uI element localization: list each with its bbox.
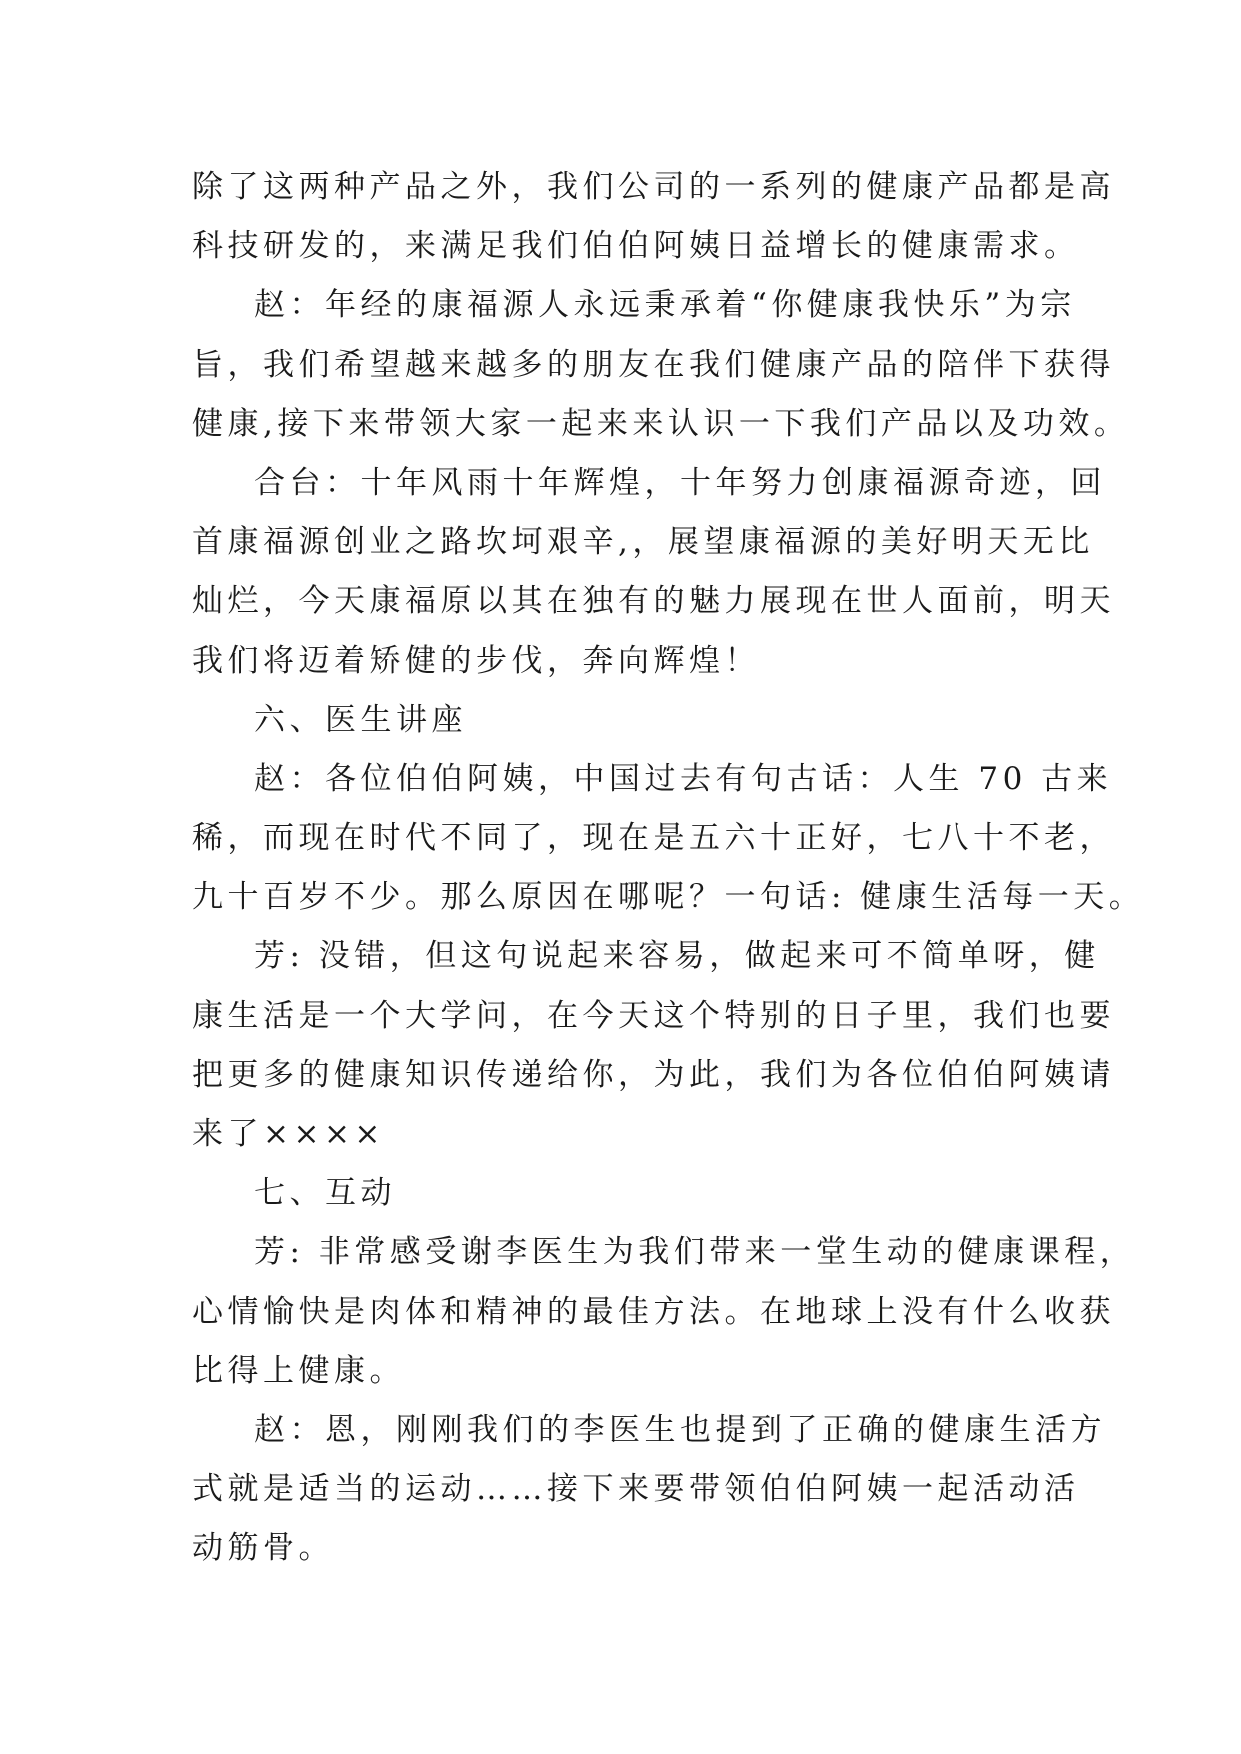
text-line: 合台：十年风雨十年辉煌，十年努力创康福源奇迹，回: [254, 464, 1106, 501]
text-line: 除了这两种产品之外，我们公司的一系列的健康产品都是高: [192, 169, 1115, 205]
text-line: 比得上健康。: [192, 1352, 405, 1389]
text-line: 式就是适当的运动……接下来要带领伯伯阿姨一起活动活: [192, 1471, 1080, 1508]
section-heading: 七、互动: [254, 1175, 396, 1212]
text-line: 动筋骨。: [192, 1530, 334, 1567]
text-line: 旨，我们希望越来越多的朋友在我们健康产品的陪伴下获得: [192, 346, 1115, 383]
text-line: 把更多的健康知识传递给你，为此，我们为各位伯伯阿姨请: [192, 1056, 1115, 1093]
text-line: 芳: 没错，但这句说起来容易，做起来可不简单呀，健: [254, 938, 1100, 975]
text-line: 康生活是一个大学问，在今天这个特别的日子里，我们也要: [192, 997, 1115, 1034]
text-line: 来了××××: [192, 1116, 385, 1152]
text-line: 九十百岁不少。那么原因在哪呢？一句话: 健康生活每一天。: [192, 879, 1145, 916]
text-line: 灿烂，今天康福原以其在独有的魅力展现在世人面前，明天: [192, 583, 1115, 620]
text-line: 芳: 非常感受谢李医生为我们带来一堂生动的健康课程，: [254, 1234, 1136, 1271]
document-body: [192, 158, 1145, 1579]
text-line: 我们将迈着矫健的步伐，奔向辉煌！: [192, 642, 760, 679]
text-line: 健康,接下来带领大家一起来来认识一下我们产品以及功效。: [192, 405, 1130, 442]
section-heading: 六、医生讲座: [254, 701, 467, 738]
text-line: 赵：恩，刚刚我们的李医生也提到了正确的健康生活方: [254, 1411, 1106, 1448]
text-line: 科技研发的，来满足我们伯伯阿姨日益增长的健康需求。: [192, 228, 1080, 265]
text-line: 首康福源创业之路坎坷艰辛,，展望康福源的美好明天无比: [192, 524, 1094, 561]
text-line: 赵：各位伯伯阿姨，中国过去有句古话：人生 70 古来: [254, 760, 1113, 797]
text-line: 赵：年经的康福源人永远秉承着“你健康我快乐”为宗: [254, 287, 1076, 324]
text-line: 稀，而现在时代不同了，现在是五六十正好，七八十不老，: [192, 820, 1115, 857]
text-line: 心情愉快是肉体和精神的最佳方法。在地球上没有什么收获: [192, 1293, 1115, 1330]
